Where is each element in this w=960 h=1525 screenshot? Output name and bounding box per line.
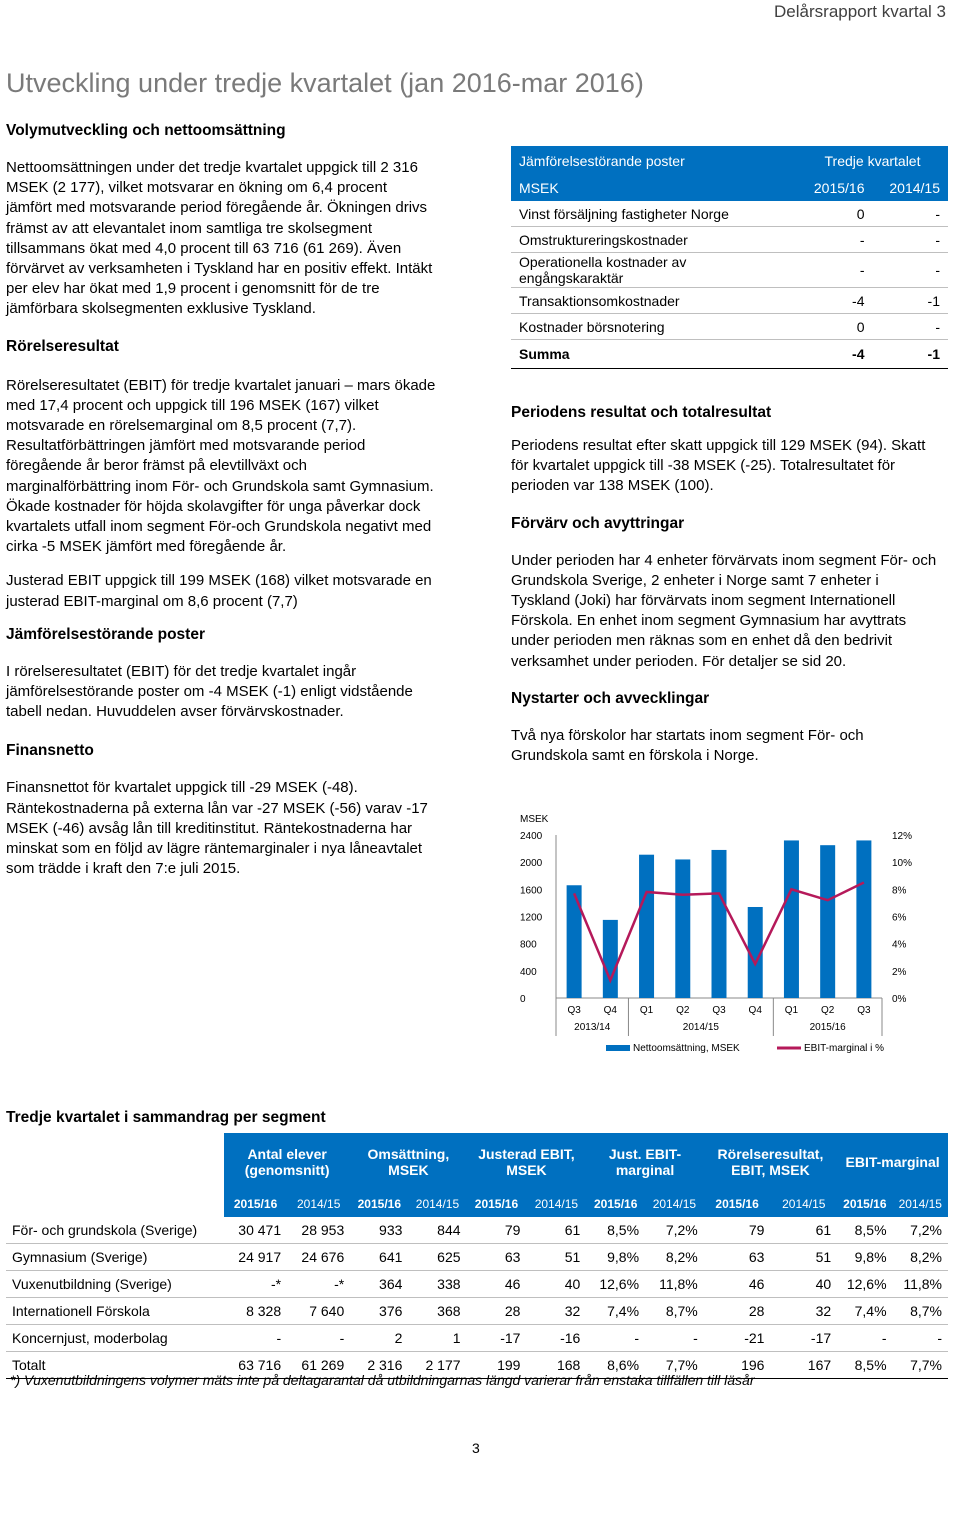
cmp-row-label: Operationella kostnader av engångskaraktär (511, 253, 797, 288)
y2-tick-label: 6% (892, 912, 907, 924)
seg-row-label: För- och grundskola (Sverige) (6, 1217, 224, 1244)
section-heading-volume: Volymutveckling och nettoomsättning (6, 122, 286, 139)
cmp-header-unit: MSEK (511, 175, 797, 201)
legend-label-line: EBIT-marginal i % (804, 1043, 885, 1054)
seg-cell: 9,8% (837, 1244, 892, 1271)
seg-cell: 8 328 (224, 1298, 287, 1325)
seg-cell: 364 (350, 1271, 408, 1298)
y2-tick-label: 10% (892, 858, 913, 870)
seg-cell: 63 (467, 1244, 527, 1271)
seg-year: 2015/16 (837, 1191, 892, 1217)
seg-cell: -16 (526, 1325, 586, 1352)
seg-cell: 641 (350, 1244, 408, 1271)
cmp-header-period: Tredje kvartalet (797, 146, 948, 175)
seg-year: 2014/15 (408, 1191, 466, 1217)
bar (675, 859, 690, 998)
section-heading-startups: Nystarter och avvecklingar (511, 689, 710, 707)
paragraph-finance: Finansnettot för kvartalet uppgick till -29 MSEK (-48). Räntekostnaderna på externa lån var -27 MSEK (-56) varav -17 MSEK (-46) avsåg lån till kreditinstitut. Räntekostnaderna har minskat som en följd av lägre räntemarginaler i nya låneavtalet som trädde i kraft den 7:e juli 2015. (6, 779, 428, 878)
seg-cell: 11,8% (893, 1271, 948, 1298)
y2-tick-label: 4% (892, 939, 907, 951)
seg-cell: 196 (704, 1352, 771, 1379)
seg-cell: 8,2% (893, 1244, 948, 1271)
seg-cell: 8,6% (586, 1352, 645, 1379)
x-tick-label: Q4 (603, 1005, 618, 1016)
bar (856, 840, 871, 998)
seg-cell: 7,2% (645, 1217, 704, 1244)
right-column (511, 404, 941, 766)
seg-cell: -17 (770, 1325, 837, 1352)
seg-year: 2014/15 (770, 1191, 837, 1217)
bar (567, 885, 582, 998)
table-row (6, 1217, 948, 1244)
y-tick-label: 1600 (520, 885, 543, 897)
x-tick-label: Q4 (748, 1005, 762, 1016)
seg-year: 2014/15 (893, 1191, 948, 1217)
y-tick-label: 800 (520, 939, 537, 951)
cmp-row-value: - (873, 227, 949, 253)
y-axis-unit: MSEK (520, 814, 549, 825)
seg-year: 2015/16 (467, 1191, 527, 1217)
paragraph-ebit: Rörelseresultatet (EBIT) för tredje kvartalet januari – mars ökade med 17,4 procent och uppgick till 196 MSEK (167) vilket motsvarade en rörelsemarginal om 8,5 procent (7,7). Resultatförbättringen jämfört med motsvarande period föregående år beror främst på elevtillväxt och marginalförbättring inom För- och Grundskola samt Gymnasium. Ökade kostnader för höjda skolavgifter för unga påverkar dock kvartalets utfall inom segment För-och Grundskola negativt med cirka -5 MSEK jämfört med föregående år. (6, 376, 436, 556)
legend-label-bars: Nettoomsättning, MSEK (633, 1043, 740, 1054)
seg-year: 2015/16 (586, 1191, 645, 1217)
seg-cell: 32 (526, 1298, 586, 1325)
cmp-row-value: -1 (873, 288, 949, 314)
seg-cell: 28 (704, 1298, 771, 1325)
paragraph-startups: Två nya förskolor har startats inom segment För- och Grundskola samt en förskola i Norge. (511, 726, 864, 765)
revenue-ebit-chart (500, 805, 920, 1060)
table-row (6, 1298, 948, 1325)
section-heading-acquisitions: Förvärv och avyttringar (511, 514, 685, 532)
seg-cell: 9,8% (586, 1244, 645, 1271)
cmp-sum-label: Summa (511, 340, 797, 369)
seg-year: 2014/15 (645, 1191, 704, 1217)
bar (603, 920, 618, 998)
seg-cell: - (645, 1325, 704, 1352)
y-tick-label: 400 (520, 966, 537, 978)
seg-cell: 2 177 (408, 1352, 466, 1379)
seg-year: 2014/15 (287, 1191, 350, 1217)
seg-cell: 7,2% (893, 1217, 948, 1244)
segment-table-title: Tredje kvartalet i sammandrag per segment (6, 1109, 326, 1126)
seg-header: Just. EBIT-marginal (586, 1133, 703, 1191)
cmp-row-value: - (873, 314, 949, 340)
seg-cell: 168 (526, 1352, 586, 1379)
bar (712, 850, 727, 998)
seg-cell: 7,4% (586, 1298, 645, 1325)
seg-header: Rörelseresultat, EBIT, MSEK (704, 1133, 837, 1191)
seg-cell: - (224, 1325, 287, 1352)
x-tick-label: Q2 (676, 1005, 690, 1016)
seg-cell: 46 (704, 1271, 771, 1298)
seg-cell: 8,5% (586, 1217, 645, 1244)
seg-cell: 376 (350, 1298, 408, 1325)
seg-row-label: Koncernjust, moderbolag (6, 1325, 224, 1352)
seg-cell: 8,7% (893, 1298, 948, 1325)
seg-row-label: Internationell Förskola (6, 1298, 224, 1325)
seg-cell: 7 640 (287, 1298, 350, 1325)
cmp-row-value: -4 (797, 288, 873, 314)
x-tick-label: Q1 (639, 1005, 654, 1016)
seg-cell: 7,7% (645, 1352, 704, 1379)
seg-header: Justerad EBIT, MSEK (467, 1133, 587, 1191)
y-tick-label: 2400 (520, 831, 543, 842)
seg-cell: - (586, 1325, 645, 1352)
seg-cell: 61 269 (287, 1352, 350, 1379)
cmp-row-label: Kostnader börsnotering (511, 314, 797, 340)
bar (784, 840, 799, 998)
seg-header: EBIT-marginal (837, 1133, 948, 1191)
footnote: *) Vuxenutbildningens volymer mäts inte på deltagarantal då utbildningarnas längd varierar från enstaka tillfällen till läsår (10, 1372, 755, 1388)
seg-cell: 46 (467, 1271, 527, 1298)
cmp-row-label: Vinst försäljning fastigheter Norge (511, 201, 797, 227)
group-label: 2015/16 (809, 1022, 846, 1033)
seg-cell: 8,5% (837, 1217, 892, 1244)
section-heading-ebit: Rörelseresultat (6, 337, 119, 355)
seg-header: Omsättning, MSEK (350, 1133, 466, 1191)
seg-cell: 8,2% (645, 1244, 704, 1271)
seg-cell: 51 (526, 1244, 586, 1271)
x-tick-label: Q3 (712, 1005, 726, 1016)
seg-cell: 7,7% (893, 1352, 948, 1379)
seg-cell: 79 (704, 1217, 771, 1244)
seg-cell: 338 (408, 1271, 466, 1298)
page-title: Utveckling under tredje kvartalet (jan 2016-mar 2016) (6, 68, 644, 98)
seg-cell: 61 (526, 1217, 586, 1244)
seg-cell: 24 676 (287, 1244, 350, 1271)
seg-cell: 28 (467, 1298, 527, 1325)
seg-cell: 368 (408, 1298, 466, 1325)
cmp-row-value: - (873, 201, 949, 227)
legend-swatch-bars (606, 1045, 630, 1051)
seg-cell: 2 (350, 1325, 408, 1352)
paragraph-volume: Nettoomsättningen under det tredje kvartalet uppgick till 2 316 MSEK (2 177), vilket motsvarar en ökning om 6,4 procent jämfört med motsvarande period föregående år. Ökningen drivs främst av att elevantalet inom samtliga tre skolsegment tillsammans ökat med 4,0 procent till 63 716 (61 269). Även förvärvet av verksamheten i Tyskland har en positiv effekt. Intäkt per elev har ökat med 1,9 procent i genomsnitt för de tre jämförbara skolsegmenten exklusive Tyskland. (6, 159, 433, 318)
seg-cell: - (837, 1325, 892, 1352)
cmp-row-label: Omstruktureringskostnader (511, 227, 797, 253)
seg-cell: 28 953 (287, 1217, 350, 1244)
bar (820, 845, 835, 998)
cmp-row-value: 0 (797, 201, 873, 227)
x-tick-label: Q3 (567, 1005, 581, 1016)
seg-cell: - (287, 1325, 350, 1352)
seg-header: Antal elever (genomsnitt) (224, 1133, 350, 1191)
seg-year: 2015/16 (350, 1191, 408, 1217)
section-heading-finance: Finansnetto (6, 742, 94, 760)
seg-cell: 40 (770, 1271, 837, 1298)
cmp-row-value: - (797, 253, 873, 288)
y2-tick-label: 0% (892, 994, 907, 1005)
y-tick-label: 0 (520, 994, 526, 1005)
cmp-row-label: Transaktionsomkostnader (511, 288, 797, 314)
report-header: Delårsrapport kvartal 3 (774, 2, 946, 21)
table-row (6, 1325, 948, 1352)
comparison-table (511, 146, 948, 369)
cmp-row-value: 0 (797, 314, 873, 340)
seg-cell: 61 (770, 1217, 837, 1244)
seg-cell: 933 (350, 1217, 408, 1244)
seg-row-label: Vuxenutbildning (Sverige) (6, 1271, 224, 1298)
seg-cell: 8,7% (645, 1298, 704, 1325)
seg-row-label: Gymnasium (Sverige) (6, 1244, 224, 1271)
section-heading-result: Periodens resultat och totalresultat (511, 404, 772, 421)
segment-table (6, 1133, 948, 1379)
seg-cell: 63 716 (224, 1352, 287, 1379)
seg-cell: -* (224, 1271, 287, 1298)
group-label: 2014/15 (682, 1022, 719, 1033)
seg-cell: 167 (770, 1352, 837, 1379)
seg-cell: 79 (467, 1217, 527, 1244)
y2-tick-label: 8% (892, 885, 907, 897)
seg-cell: 12,6% (837, 1271, 892, 1298)
cmp-sum-value: -1 (873, 340, 949, 369)
seg-cell: 8,5% (837, 1352, 892, 1379)
seg-year: 2015/16 (704, 1191, 771, 1217)
seg-cell: 40 (526, 1271, 586, 1298)
cmp-header-label: Jämförelsestörande poster (511, 146, 797, 175)
seg-cell: 625 (408, 1244, 466, 1271)
seg-cell: 63 (704, 1244, 771, 1271)
cmp-row-value: - (797, 227, 873, 253)
page-number: 3 (472, 1440, 480, 1456)
seg-cell: 51 (770, 1244, 837, 1271)
seg-cell: -21 (704, 1325, 771, 1352)
seg-cell: 1 (408, 1325, 466, 1352)
seg-year: 2015/16 (224, 1191, 287, 1217)
paragraph-adjusted-ebit: Justerad EBIT uppgick till 199 MSEK (168) vilket motsvarade en justerad EBIT-marginal om 8,6 procent (7,7) (6, 572, 432, 610)
table-row (6, 1271, 948, 1298)
cmp-header-year2: 2014/15 (873, 175, 949, 201)
paragraph-result: Periodens resultat efter skatt uppgick till 129 MSEK (94). Skatt för kvartalet uppgick till -38 MSEK (-25). Totalresultatet för perioden var 138 MSEK (100). (511, 437, 926, 495)
bar (639, 855, 654, 998)
seg-cell: 199 (467, 1352, 527, 1379)
paragraph-acquisitions: Under perioden har 4 enheter förvärvats inom segment För- och Grundskola Sverige, 2 enheter i Norge samt 7 enheter i Tyskland (Joki) har förvärvats inom segment Internationell Förskola. En enhet inom segment Gymnasium har avyttrats under perioden men räknas som en enhet då den bedrivit verksamhet under perioden. För detaljer se sid 20. (511, 551, 937, 670)
seg-cell: 30 471 (224, 1217, 287, 1244)
left-column (6, 122, 436, 879)
x-tick-label: Q2 (820, 1005, 835, 1016)
group-label: 2013/14 (574, 1022, 611, 1033)
table-row (6, 1244, 948, 1271)
seg-cell: -* (287, 1271, 350, 1298)
x-tick-label: Q3 (857, 1005, 871, 1016)
seg-cell: 11,8% (645, 1271, 704, 1298)
seg-cell: 24 917 (224, 1244, 287, 1271)
seg-cell: 2 316 (350, 1352, 408, 1379)
y-tick-label: 1200 (520, 912, 543, 924)
y2-tick-label: 2% (892, 966, 907, 978)
section-heading-items: Jämförelsestörande poster (6, 625, 205, 643)
seg-year: 2014/15 (526, 1191, 586, 1217)
cmp-header-year1: 2015/16 (797, 175, 873, 201)
seg-cell: - (893, 1325, 948, 1352)
cmp-row-value: - (873, 253, 949, 288)
seg-cell: -17 (467, 1325, 527, 1352)
seg-row-label: Totalt (6, 1352, 224, 1379)
seg-cell: 32 (770, 1298, 837, 1325)
x-tick-label: Q1 (784, 1005, 799, 1016)
y2-tick-label: 12% (892, 831, 913, 842)
seg-cell: 7,4% (837, 1298, 892, 1325)
seg-cell: 844 (408, 1217, 466, 1244)
seg-cell: 12,6% (586, 1271, 645, 1298)
y-tick-label: 2000 (520, 858, 543, 870)
cmp-sum-value: -4 (797, 340, 873, 369)
paragraph-items: I rörelseresultatet (EBIT) för det tredje kvartalet ingår jämförelsestörande poster om -4 MSEK (-1) enligt vidstående tabell nedan. Huvuddelen avser förvärvskostnader. (6, 662, 413, 721)
